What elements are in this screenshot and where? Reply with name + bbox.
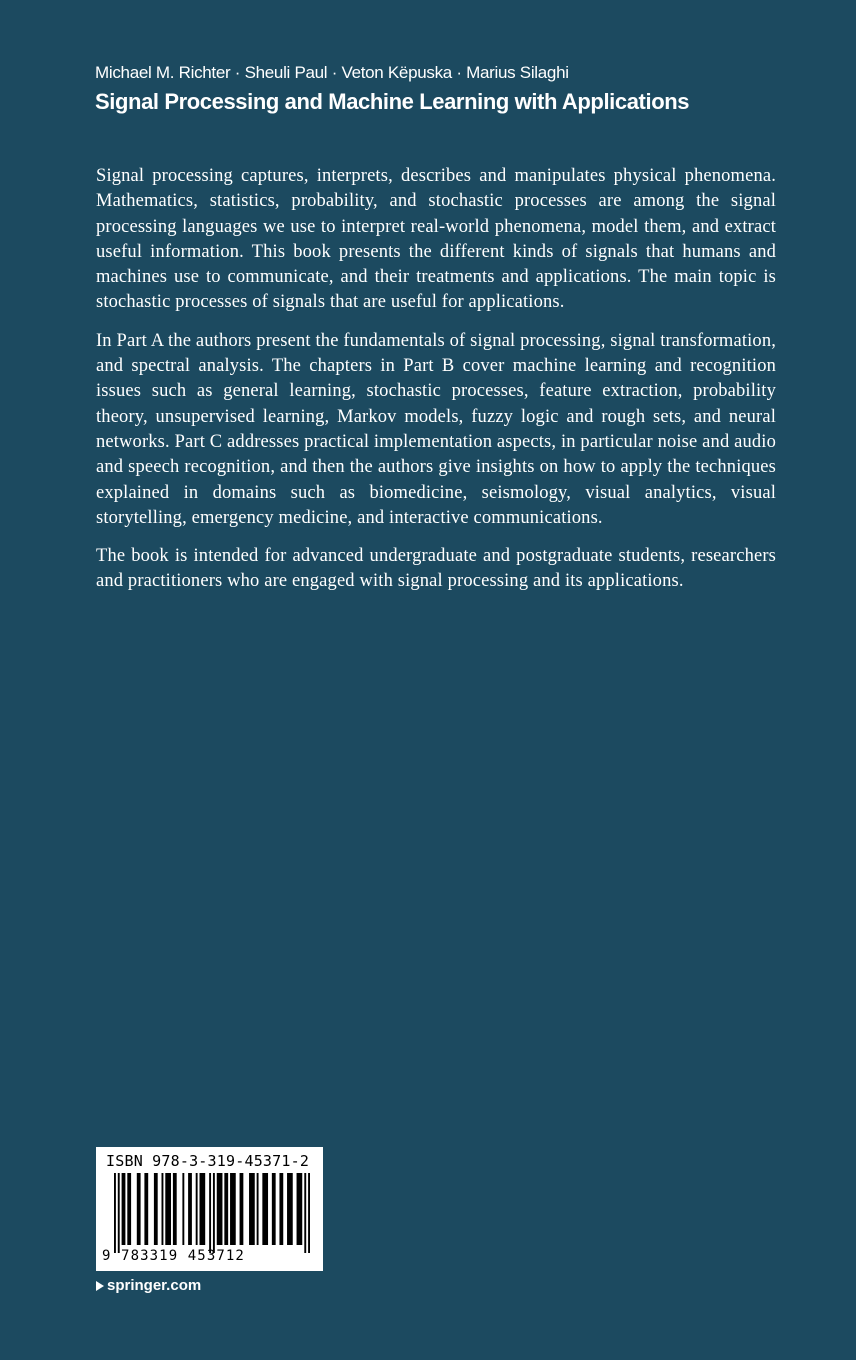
barcode-bar [118,1173,120,1253]
barcode-bar [224,1173,228,1245]
barcode-bar [249,1173,255,1245]
publisher-link[interactable] [96,1276,201,1296]
barcode-bar [308,1173,310,1253]
barcode-bar [165,1173,171,1245]
isbn-label: ISBN 978-3-319-45371-2 [106,1152,310,1170]
barcode-bar [262,1173,268,1245]
barcode-bar [144,1173,148,1245]
cover-header [95,62,785,117]
barcode-bar [209,1173,211,1253]
barcode-bar [272,1173,276,1245]
barcode-digits: 9 783319 453712 [102,1248,245,1264]
isbn-barcode-panel [96,1147,323,1271]
barcode-bar [217,1173,223,1245]
barcode-bar [213,1173,215,1253]
book-description [96,164,776,608]
description-paragraph-3: The book is intended for advanced undergraduate and postgraduate students, researchers and practitioners who are engaged with signal processing and its applications. [96,546,776,592]
barcode-bar [188,1173,192,1245]
barcode-bar [162,1173,164,1245]
barcode-bar [137,1173,141,1245]
barcode-bar [257,1173,259,1245]
barcode-bar [154,1173,158,1245]
publisher-url: springer.com [107,1277,202,1294]
barcode-bar [122,1173,126,1245]
description-paragraph-2: In Part A the authors present the fundamentals of signal processing, signal transformation, and spectral analysis. The chapters in Part B cover machine learning and recognition issues such as general learning, stochastic processes, feature extraction, probability theory, unsupervised learning, Markov models, fuzzy logic and rough sets, and neural networks. Part C addresses practical implementation aspects, in particular noise and audio and speech recognition, and then the authors give insights on how to apply the techniques explained in domains such as biomedicine, seismology, visual analytics, visual storytelling, emergency medicine, and interactive communications. [96,330,776,528]
barcode-bar [173,1173,177,1245]
book-title: Signal Processing and Machine Learning with Applications [95,89,690,114]
barcode-bar [196,1173,198,1245]
barcode-bar [287,1173,293,1245]
barcode-bar [304,1173,306,1253]
barcode-bar [279,1173,283,1245]
description-paragraph-1: Signal processing captures, interprets, describes and manipulates physical phenomena. Mathematics, statistics, probability, and stochastic processes are among the signal processing languages we use to interpret real-world phenomena, model them, and extract useful information. This book presents the different kinds of signals that humans and machines use to communicate, and their treatments and applications. The main topic is stochastic processes of signals that are useful for applications. [96,166,776,313]
barcode-bar [114,1173,116,1253]
authors-line: Michael M. Richter · Sheuli Paul · Veton Këpuska · Marius Silaghi [95,63,569,82]
barcode-bar [230,1173,236,1245]
barcode-bar [182,1173,184,1245]
barcode-bar [297,1173,303,1245]
barcode-bar [240,1173,244,1245]
triangle-arrow-icon [96,1281,104,1291]
barcode-bar [127,1173,131,1245]
barcode-bar [200,1173,206,1245]
